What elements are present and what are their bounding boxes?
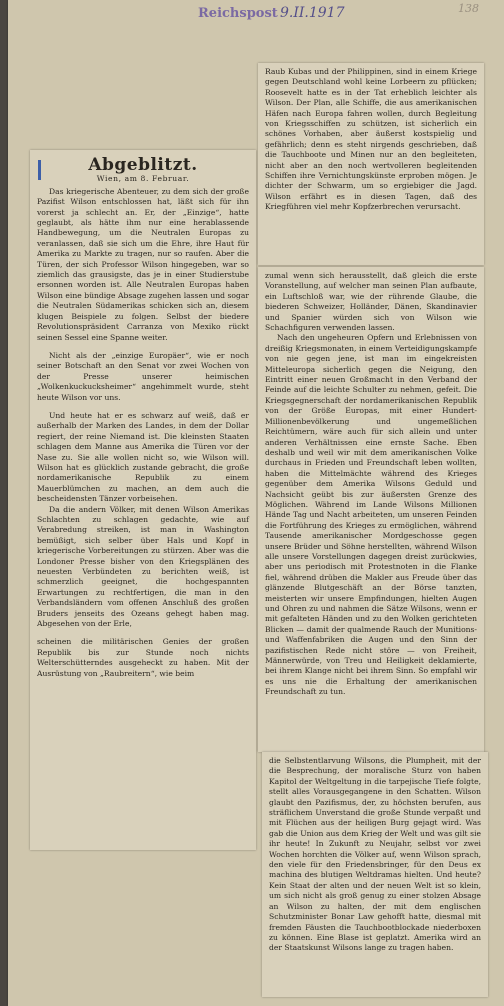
paragraph: Nicht als der „einzige Europäer“, wie er noch seiner Botschaft an den Senat vor zwei Wochen von der Presse unserer heimischen „Wolkenkuckucksheimer“ angehimmelt wurde, steht heute Wilson vor uns. (37, 350, 249, 402)
paragraph: Und heute hat er es schwarz auf weiß, daß er außerhalb der Marken des Landes, in dem der Dollar regiert, der reine Niemand ist. Die kleinsten Staaten schlagen dem Manne aus Amerika die Türen vor der Nase zu. Sie alle wollen nicht so, wie Wilson will. Wilson hat es glücklich zustande gebracht, die große nordamerikanische Republik zu einem Mauerblümchen zu machen, an dem auch die bescheidensten Tänzer vorbeisehen. (37, 410, 249, 504)
right-bottom-clipping (262, 752, 488, 997)
handwritten-date: 9.II.1917 (280, 5, 345, 21)
paragraph: Das kriegerische Abenteuer, zu dem sich der große Pazifist Wilson entschlossen hat, läßt sich für ihn vorerst ja schlecht an. Er, der „Einzige“, hatte geglaubt, als hätte ihm nur eine herablassende Handbewegung, um die Neutralen Europas zu veranlassen, daß sie sich um die Ehre, ihre Haut für Amerika zu Markte zu tragen, nur so raufen. Aber die Türen, der sich Professor Wilson hingegeben, war so ziemlich das grausigste, das je in einer Studierstube ersonnen worden ist. Alle Neutralen Europas haben Wilson eine bündige Absage zugehen lassen und sogar die Neutralen Südamerikas schicken sich an, diesem klugen Beispiele zu folgen. Selbst der biedere Revolutionspräsident Carranza von Mexiko rückt seinen Sessel eine Spanne weiter. (37, 186, 249, 342)
dateline: Wien, am 8. Februar. (96, 174, 190, 184)
paragraph: zumal wenn sich herausstellt, daß gleich die erste Voranstellung, auf welcher man seinen Plan aufbaute, ein Luftschloß war, wie der rührende Glaube, die biederen Schweizer, Holländer, Dänen, Skandinavier und Spanier würden sich von Wilson wie Schachfiguren verwenden lassen. (265, 271, 477, 333)
paragraph: scheinen die militärischen Genies der großen Republik bis zur Stunde noch nichts Welterschütterndes ausgeheckt zu haben. Mit der Ausrüstung von „Raubreitern“, wie beim (37, 637, 249, 678)
reichspost-stamp: Reichspost (198, 6, 278, 21)
blue-pencil-mark (38, 160, 41, 180)
paragraph: Da die andern Völker, mit denen Wilson Amerikas Schlachten zu schlagen gedachte, wie auf Verabredung streiken, ist man in Washington bemüßigt, sich selber über Hals und Kopf in kriegerische Vorbereitungen zu stürzen. Aber was die Londoner Presse bisher von den Kriegsplänen des neuesten Verbündeten zu berichten weiß, ist schmerzlich geeignet, die hochgespannten Erwartungen zu rechtfertigen, die man in den Verbandsländern vom offenen Anschluß des großen Bruders jenseits des Ozeans gehegt haben mag. Abgesehen von der Erle, (37, 504, 249, 629)
headline: Abgeblitzt. (88, 155, 198, 175)
paragraph: Raub Kubas und der Philippinen, sind in einem Kriege gegen Deutschland wohl keine Lorbeern zu pflücken; Roosevelt hatte es in der Tat erheblich leichter als Wilson. Der Plan, alle Schiffe, die aus amerikanischen Häfen nach Europa fahren wollen, durch Begleitung von Kriegsschiffen zu schützen, ist sicherlich ein schönes Vorhaben, aber äußerst kostspielig und gefährlich; denn es steht nirgends geschrieben, daß die Tauchboote und Minen nur an den begleiteten, nicht aber an den noch wertvolleren begleitenden Schiffen ihre Vernichtungskünste erproben mögen. Je dichter der Schwarm, um so ergiebiger die Jagd. Wilson erfährt es in diesen Tagen, daß des Kriegführen viel mehr Kopfzerbrechen verursacht. (265, 67, 477, 212)
paragraph: Nach den ungeheuren Opfern und Erlebnissen von dreißig Kriegsmonaten, in einem Verteidigungskampfe von nie gegen jene, ist man im eingekreisten Mitteleuropa sicherlich gegen die Neigung, den Eintritt einer neuen Großmacht in den Verband der Feinde auf die leichte Schulter zu nehmen, gefeit. Die Kriegsgegnerschaft der nordamerikanischen Republik von der Größe Europas, mit einer Hundert-Millionenbevölkerung und ungemeßlichen Reichtümern, wäre auch für sich allein und unter anderen Verhältnissen eine ernste Sache. Eben deshalb und weil wir mit dem amerikanischen Volke durchaus in Frieden und Freundschaft leben wollten, haben die Mittelmächte während des Krieges gegenüber dem Amerika Wilsons Geduld und Nachsicht geübt bis zur äußersten Grenze des Möglichen. Während im Lande Wilsons Millionen Hände Tag und Nacht arbeiteten, um unseren Feinden die Fortführung des Krieges zu ermöglichen, während Tausende amerikanischer Mordgeschosse gegen unsere Brüder und Söhne herstellten, während Wilson alle unsere Vorstellungen dagegen dreist zurückwies, aber uns periodisch mit Protestnoten in die Flanke fiel, während drüben die Makler aus Freude über das glänzende Blutgeschäft an der Börse tanzten, meisterten wir unsere Empfindungen, hielten Augen und Ohren zu und nahmen die Sätze Wilsons, wenn er mit gefalteten Händen und zu den Wolken gerichteten Blicken — damit der qualmende Rauch der Munitions- und Waffenfabriken die Augen und den Sinn der pazifistischen Rede nicht störe — von Freiheit, Männerwürde, von Treu und Heiligkeit deklamierte, bei ihrem Klange nicht bei ihrem Sinn. So empfahl wir es uns nie die Erhaltung der amerikanischen Freundschaft zu tun. (265, 333, 477, 697)
left-column-clipping (30, 150, 256, 850)
right-top-clipping (258, 63, 484, 265)
right-middle-clipping (258, 267, 484, 752)
corner-note: 138 (458, 2, 479, 15)
paragraph: die Selbstentlarvung Wilsons, die Plumpheit, mit der die Besprechung, der moralische Sturz von haben Kapitol der Weltgeltung in die tarpejische Tiefe folgte, stellt alles Vorausgegangene in den Schatten. Wilson glaubt den Pazifismus, der, zu höchsten berufen, aus sträflichem Unverstand die große Stunde verpaßt und mit Flüchen aus der heiligen Burg gejagt wird. Was gab die Union aus dem Krieg der Welt und was gilt sie ihr heute! In Zukunft zu Neujahr, selbst vor zwei Wochen horchten die Völker auf, wenn Wilson sprach, den viele für den Friedensbringer, für den Deus ex machina des blutigen Weltdramas hielten. Und heute? Kein Staat der alten und der neuen Welt ist so klein, um sich nicht als groß genug zu einer stolzen Absage an Wilson zu halten, der mit dem englischen Schutzminister Bonar Law gehofft hatte, diesmal mit fremden Fäusten die Tauchbootblockade niederboxen zu können. Eine Blase ist geplatzt. Amerika wird an der Staatskunst Wilsons lange zu tragen haben. (269, 756, 481, 953)
